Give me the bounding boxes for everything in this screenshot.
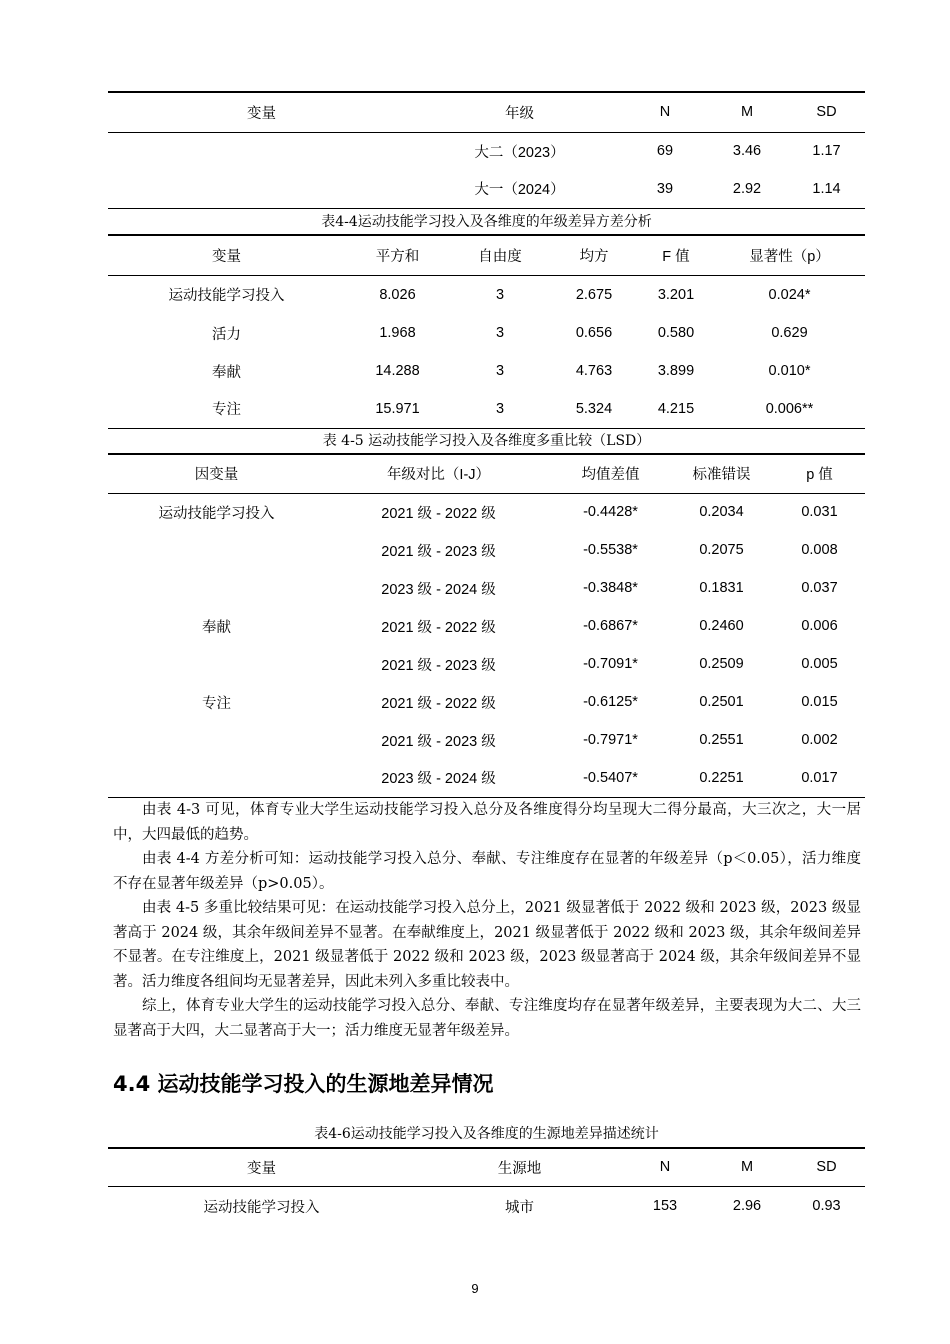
table-cell: 城市 [505, 1199, 534, 1216]
table-cell: 2.92 [732, 180, 762, 197]
table-row [108, 314, 865, 352]
table-cell: 0.2034 [699, 504, 744, 521]
table-cell: 1.968 [379, 325, 416, 341]
header-cell: M [740, 1159, 754, 1176]
header-cell: 均方 [579, 248, 609, 265]
table-cell: 3.201 [657, 286, 695, 303]
table-4-4 [108, 234, 865, 429]
paragraph: 由表 4-4 方差分析可知：运动技能学习投入总分、奉献、专注维度存在显著的年级差异（p＜0.05），活力维度不存在显著年级差异（p>0.05）。 [113, 851, 861, 892]
table-cell: 3.46 [732, 143, 762, 160]
header-cell: 年级对比（I-J） [386, 467, 491, 484]
table-row [108, 759, 865, 797]
table-cell: 0.031 [801, 504, 838, 521]
table-cell: 活力 [212, 326, 241, 343]
table-cell: 大二（2023） [474, 144, 565, 161]
header-cell: 显著性（p） [749, 248, 830, 265]
table-4-5 [108, 453, 865, 798]
table-cell: 0.2501 [699, 694, 744, 710]
table-cell: 0.2075 [699, 542, 744, 558]
table-cell: 3 [495, 400, 505, 417]
header-cell: SD [816, 1159, 837, 1176]
table-4-5-caption: 表 4-5 运动技能学习投入及各维度多重比较（LSD） [322, 433, 651, 449]
table-row [108, 170, 865, 208]
table-cell: 4.763 [575, 363, 613, 379]
table-cell: 153 [652, 1198, 678, 1215]
section-heading: 4.4 运动技能学习投入的生源地差异情况 [113, 1072, 494, 1096]
table-row [108, 645, 865, 683]
table-cell: 0.005 [801, 656, 838, 672]
table-cell: 3 [495, 363, 505, 379]
table-cell: 8.026 [379, 286, 416, 303]
table-cell: 奉献 [202, 619, 231, 636]
table-cell: 2021 级 - 2022 级 [381, 619, 496, 636]
table-cell: 3 [495, 325, 505, 341]
table-header-row [108, 1148, 865, 1186]
header-cell: 变量 [212, 248, 241, 265]
table-cell: 2021 级 - 2022 级 [381, 505, 496, 522]
table-4-6 [108, 1147, 865, 1226]
table-cell: 2021 级 - 2023 级 [381, 733, 496, 750]
table-cell: 0.008 [801, 542, 838, 558]
table-cell: 0.015 [801, 694, 838, 710]
header-cell: SD [816, 104, 837, 121]
table-cell: 运动技能学习投入 [203, 1199, 320, 1216]
header-cell: 均值差值 [581, 467, 640, 484]
table-row [108, 390, 865, 428]
table-cell: 2021 级 - 2023 级 [381, 543, 496, 560]
table-4-4-caption: 表4-4运动技能学习投入及各维度的年级差异方差分析 [321, 214, 652, 230]
table-header-row [108, 92, 865, 132]
table-cell: 0.656 [575, 325, 613, 341]
table-cell: 2.96 [732, 1198, 762, 1215]
table-cell: 大一（2024） [474, 182, 565, 199]
header-cell: 变量 [247, 1160, 276, 1177]
header-cell: 平方和 [375, 248, 420, 265]
header-cell: 年级 [505, 105, 534, 122]
table-cell [108, 569, 325, 607]
table-row [108, 275, 865, 314]
table-row [108, 607, 865, 645]
table-cell: 0.010* [768, 363, 811, 379]
table-cell: -0.5407* [583, 769, 638, 786]
table-header-row [108, 235, 865, 275]
table-row [108, 721, 865, 759]
header-cell: 标准错误 [692, 467, 751, 484]
header-cell: 变量 [247, 105, 276, 122]
table-cell: 0.006** [765, 400, 814, 417]
table-cell: 0.2460 [699, 618, 744, 634]
paragraph: 由表 4-3 可见，体育专业大学生运动技能学习投入总分及各维度得分均呈现大二得分最高，大三次之，大一居中，大四最低的趋势。 [113, 802, 861, 843]
table-cell: -0.7091* [583, 656, 638, 672]
table-cell [108, 645, 325, 683]
table-cell: 0.93 [812, 1198, 841, 1215]
table-cell: 运动技能学习投入 [158, 505, 275, 522]
table-cell: 0.2251 [699, 769, 744, 786]
table-cell: -0.3848* [583, 580, 638, 596]
table-cell: 专注 [212, 402, 241, 419]
header-cell: 自由度 [478, 248, 522, 265]
header-cell: N [659, 1159, 671, 1176]
table-cell: 0.629 [771, 325, 808, 341]
table-cell: 3.899 [657, 363, 695, 379]
table-cell [108, 721, 325, 759]
table-cell: 2.675 [575, 286, 613, 303]
header-cell: N [659, 104, 671, 121]
table-cell [108, 759, 325, 797]
header-cell: M [740, 104, 754, 121]
table-cell: 3 [495, 286, 505, 303]
table-cell: 0.006 [801, 618, 838, 634]
header-cell: 生源地 [497, 1160, 542, 1177]
table-cell: 0.1831 [699, 580, 744, 596]
table-cell: 0.2551 [699, 732, 744, 748]
table-cell [108, 170, 415, 208]
paragraph: 由表 4-5 多重比较结果可见：在运动技能学习投入总分上，2021 级显著低于 2022 级和 2023 级，2023 级显著高于 2024 级，其余年级间差异不显著。在奉献维度上，2021 级显著低于 2022 级和 2023 级，其余年级间差异不显著。在专注维度上，2021 级显著低于 2022 级和 2023 级，2023 级显著高于 2024 级，其余年级间差异不显著。活力维度各组间均无显著差异，因此未列入多重比较表中。 [113, 900, 861, 990]
header-cell: F 值 [662, 248, 690, 265]
table-row [108, 1186, 865, 1226]
table-cell: 1.17 [812, 143, 841, 160]
table-cell: 0.024* [768, 286, 811, 303]
table-cell: 15.971 [375, 400, 420, 417]
table-cell: 69 [656, 143, 674, 160]
table-cell: 14.288 [375, 363, 420, 379]
table-row [108, 493, 865, 531]
table-cell: -0.5538* [583, 542, 638, 558]
table-cell [108, 132, 415, 170]
table-cell: 专注 [202, 695, 231, 712]
table-cell: 运动技能学习投入 [168, 288, 285, 305]
table-header-row [108, 454, 865, 493]
table-cell: 4.215 [657, 400, 695, 417]
table-cell: -0.6125* [583, 694, 638, 710]
table-cell: -0.7971* [583, 732, 638, 748]
page-number: 9 [471, 1281, 479, 1296]
table-4-6-caption: 表4-6运动技能学习投入及各维度的生源地差异描述统计 [314, 1126, 659, 1142]
table-row [108, 132, 865, 170]
table-cell: 2021 级 - 2022 级 [381, 695, 496, 712]
header-cell: p 值 [806, 467, 833, 484]
table-row [108, 531, 865, 569]
table-cell: 2023 级 - 2024 级 [381, 771, 496, 788]
table-row [108, 569, 865, 607]
table-cell: 0.2509 [699, 656, 744, 672]
table-cell [108, 531, 325, 569]
table-cell: -0.4428* [583, 504, 638, 521]
table-cell: 0.017 [801, 769, 838, 786]
table-cell: 2021 级 - 2023 级 [381, 657, 496, 674]
table-row [108, 352, 865, 390]
table-row [108, 683, 865, 721]
paragraph: 综上，体育专业大学生的运动技能学习投入总分、奉献、专注维度均存在显著年级差异，主要表现为大二、大三显著高于大四，大二显著高于大一；活力维度无显著年级差异。 [113, 998, 861, 1039]
header-cell: 因变量 [194, 467, 239, 484]
table-cell: -0.6867* [583, 618, 638, 634]
table-grade-descriptive-continued [108, 91, 865, 209]
table-cell: 1.14 [812, 180, 841, 197]
table-cell: 0.037 [801, 580, 838, 596]
table-cell: 0.580 [657, 325, 695, 341]
table-cell: 2023 级 - 2024 级 [381, 581, 496, 598]
table-cell: 奉献 [212, 364, 241, 381]
table-cell: 39 [656, 180, 674, 197]
table-cell: 0.002 [801, 732, 838, 748]
table-cell: 5.324 [575, 400, 613, 417]
